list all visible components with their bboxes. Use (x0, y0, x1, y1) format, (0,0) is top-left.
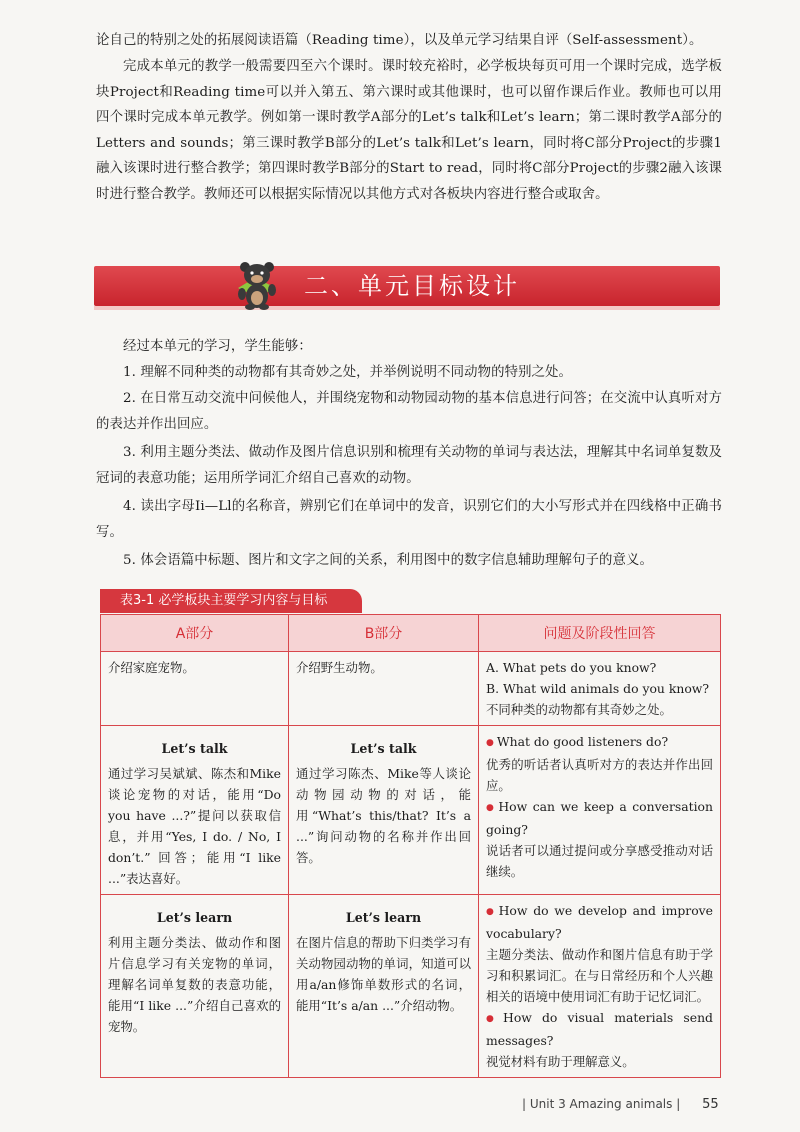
learning-goals-table (100, 614, 721, 1078)
question-line: ● How do visual materials send messages? (486, 1007, 713, 1051)
cell-c (479, 726, 721, 895)
question-line: A. What pets do you know? (486, 660, 657, 675)
header-part-a: A部分 (101, 615, 289, 652)
goal-item: 4. 读出字母Ii—Ll的名称音，辨别它们在单词中的发音，识别它们的大小写形式并在四线格中正确书写。 (96, 499, 722, 540)
question-line: ● What do good listeners do? (486, 731, 713, 754)
cell-b (289, 652, 479, 726)
cell-text: 利用主题分类法、做动作和图片信息学习有关宠物的单词，理解名词单复数的表意功能，能用“I like ...”介绍自己喜欢的宠物。 (108, 935, 281, 1034)
table-row (101, 726, 721, 895)
answer-line: 优秀的听话者认真听对方的表达并作出回应。 (486, 757, 713, 793)
goal-item: 2. 在日常互动交流中问候他人，并围绕宠物和动物园动物的基本信息进行问答；在交流中认真听对方的表达并作出回应。 (96, 391, 722, 432)
question-line: ● How do we develop and improve vocabulary? (486, 900, 713, 944)
table-row (101, 895, 721, 1078)
table-row (101, 652, 721, 726)
table-header-row (101, 615, 721, 652)
goal-item: 3. 利用主题分类法、做动作及图片信息识别和梳理有关动物的单词与表达法，理解其中名词单复数及冠词的表意功能；运用所学词汇介绍自己喜欢的动物。 (96, 445, 722, 486)
cell-heading: Let’s learn (345, 910, 422, 925)
table-caption: 表3-1 必学板块主要学习内容与目标 (100, 589, 362, 613)
answer-line: 视觉材料有助于理解意义。 (486, 1054, 635, 1069)
goals-lead: 经过本单元的学习，学生能够： (123, 339, 312, 354)
cell-b (289, 895, 479, 1078)
intro-paragraph-lesson-plan: 完成本单元的教学一般需要四至六个课时。课时较充裕时，必学板块每页可用一个课时完成，选学板块Project和Reading time可以并入第五、第六课时或其他课时，也可以留作课后作业。教师也可以用四个课时完成本单元教学。例如第一课时教学A部分的Let’s talk和Let’s learn；第二课时教学A部分的Letters and sounds；第三课时教学B部分的Let’s talk和Let’s learn，同时将C部分Project的步骤1融入该课时进行整合教学；第四课时教学B部分的Start to read，同时将C部分Project的步骤2融入该课时进行整合教学。教师还可以根据实际情况以其他方式对各板块内容进行整合或取舍。 (96, 59, 722, 202)
page-number: 55 (702, 1097, 719, 1112)
footer-unit-title: | Unit 3 Amazing animals | (522, 1097, 681, 1111)
header-part-b: B部分 (289, 615, 479, 652)
cell-a (101, 652, 289, 726)
cell-heading: Let’s learn (156, 910, 233, 925)
page-footer (522, 1097, 719, 1112)
cell-heading: Let’s talk (161, 741, 228, 756)
cell-a (101, 895, 289, 1078)
cell-text: 通过学习陈杰、Mike等人谈论动物园动物的对话，能用“What’s this/that? It’s a ...”询问动物的名称并作出回答。 (296, 766, 471, 865)
answer-line: 不同种类的动物都有其奇妙之处。 (486, 702, 672, 717)
cell-a (101, 726, 289, 895)
section-banner-stripe (94, 306, 720, 310)
cell-text: 介绍家庭宠物。 (108, 660, 195, 675)
intro-paragraph-continued: 论自己的特别之处的拓展阅读语篇（Reading time），以及单元学习结果自评（Self-assessment）。 (96, 33, 703, 48)
goal-item: 5. 体会语篇中标题、图片和文字之间的关系，利用图中的数字信息辅助理解句子的意义。 (123, 553, 653, 568)
cell-text: 在图片信息的帮助下归类学习有关动物园动物的单词，知道可以用a/an修饰单数形式的名词，能用“It’s a/an ...”介绍动物。 (296, 935, 471, 1013)
goal-item: 1. 理解不同种类的动物都有其奇妙之处，并举例说明不同动物的特别之处。 (123, 365, 573, 380)
question-line: B. What wild animals do you know? (486, 681, 710, 696)
answer-line: 主题分类法、做动作和图片信息有助于学习和积累词汇。在与日常经历和个人兴趣相关的语境中使用词汇有助于记忆词汇。 (486, 947, 713, 1004)
answer-line: 说话者可以通过提问或分享感受推动对话继续。 (486, 843, 713, 879)
cell-c (479, 652, 721, 726)
header-questions: 问题及阶段性回答 (479, 615, 721, 652)
section-title: 二、单元目标设计 (304, 272, 520, 300)
bear-icon (234, 258, 280, 310)
cell-text: 介绍野生动物。 (296, 660, 383, 675)
cell-text: 通过学习吴斌斌、陈杰和Mike谈论宠物的对话，能用“Do you have ...?”提问以获取信息，并用“Yes, I do. / No, I don’t.” 回答；能用“I like ...”表达喜好。 (108, 766, 281, 886)
cell-heading: Let’s talk (350, 741, 417, 756)
cell-c (479, 895, 721, 1078)
cell-b (289, 726, 479, 895)
question-line: ● How can we keep a conversation going? (486, 796, 713, 840)
